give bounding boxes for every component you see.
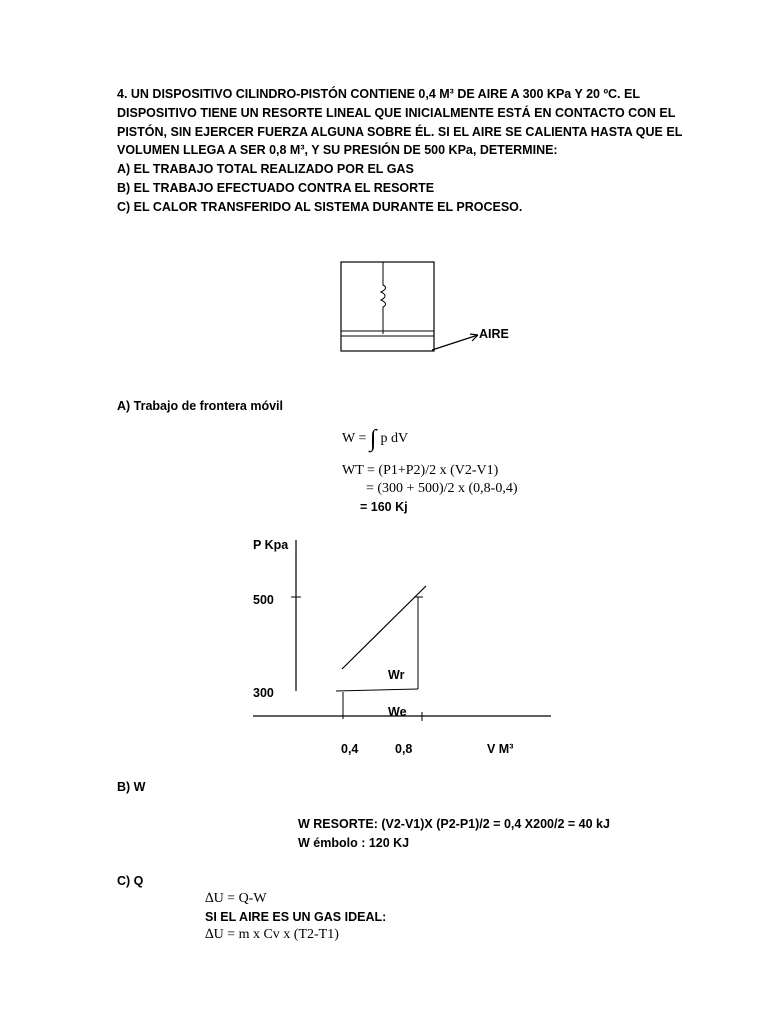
- problem-line: A) EL TRABAJO TOTAL REALIZADO POR EL GAS: [117, 162, 414, 177]
- process-line: [342, 586, 426, 669]
- energy-balance: ∆U = Q-W: [205, 891, 267, 906]
- y-axis-label: P Kpa: [253, 538, 289, 552]
- integral-symbol: ∫: [369, 426, 377, 452]
- we-label: We: [388, 705, 407, 719]
- pressure-300-line: [336, 689, 418, 691]
- y-tick-label: 300: [253, 686, 274, 700]
- wt-result: = 160 Kj: [360, 500, 408, 514]
- problem-line: C) EL CALOR TRANSFERIDO AL SISTEMA DURANTE EL PROCESO.: [117, 199, 523, 214]
- wt-formula: WT = (P1+P2)/2 x (V2-V1): [342, 463, 499, 478]
- ideal-gas-note: SI EL AIRE ES UN GAS IDEAL:: [205, 910, 387, 924]
- x-tick-label: 0,4: [341, 742, 359, 756]
- problem-line: 4. UN DISPOSITIVO CILINDRO-PISTÓN CONTIENE 0,4 M³ DE AIRE A 300 KPa Y 20 ºC. EL: [117, 87, 640, 101]
- problem-line: PISTÓN, SIN EJERCER FUERZA ALGUNA SOBRE ÉL. SI EL AIRE SE CALIENTA HASTA QUE EL: [117, 124, 683, 139]
- part-c-heading: C) Q: [117, 874, 144, 888]
- x-axis-label: V M³: [487, 742, 514, 756]
- x-tick-label: 0,8: [395, 742, 413, 756]
- spring-work: W RESORTE: (V2-V1)X (P2-P1)/2 = 0,4 X200/2 = 40 kJ: [298, 817, 610, 831]
- integrand: p dV: [380, 431, 409, 446]
- problem-line: VOLUMEN LLEGA A SER 0,8 M³, Y SU PRESIÓN DE 500 KPa, DETERMINE:: [117, 143, 558, 158]
- aire-label: AIRE: [479, 327, 509, 341]
- w-prefix: W =: [342, 431, 370, 446]
- problem-line: B) EL TRABAJO EFECTUADO CONTRA EL RESORTE: [117, 180, 435, 195]
- piston-work: W émbolo : 120 KJ: [298, 836, 410, 850]
- part-a-heading: A) Trabajo de frontera móvil: [117, 399, 284, 413]
- y-tick-label: 500: [253, 593, 274, 607]
- delta-u-formula: ∆U = m x Cv x (T2-T1): [205, 927, 339, 942]
- problem-line: DISPOSITIVO TIENE UN RESORTE LINEAL QUE INICIALMENTE ESTÁ EN CONTACTO CON EL: [117, 105, 676, 120]
- wt-substitution: = (300 + 500)/2 x (0,8-0,4): [366, 481, 518, 496]
- wr-label: Wr: [388, 668, 405, 682]
- part-b-heading: B) W: [117, 780, 146, 794]
